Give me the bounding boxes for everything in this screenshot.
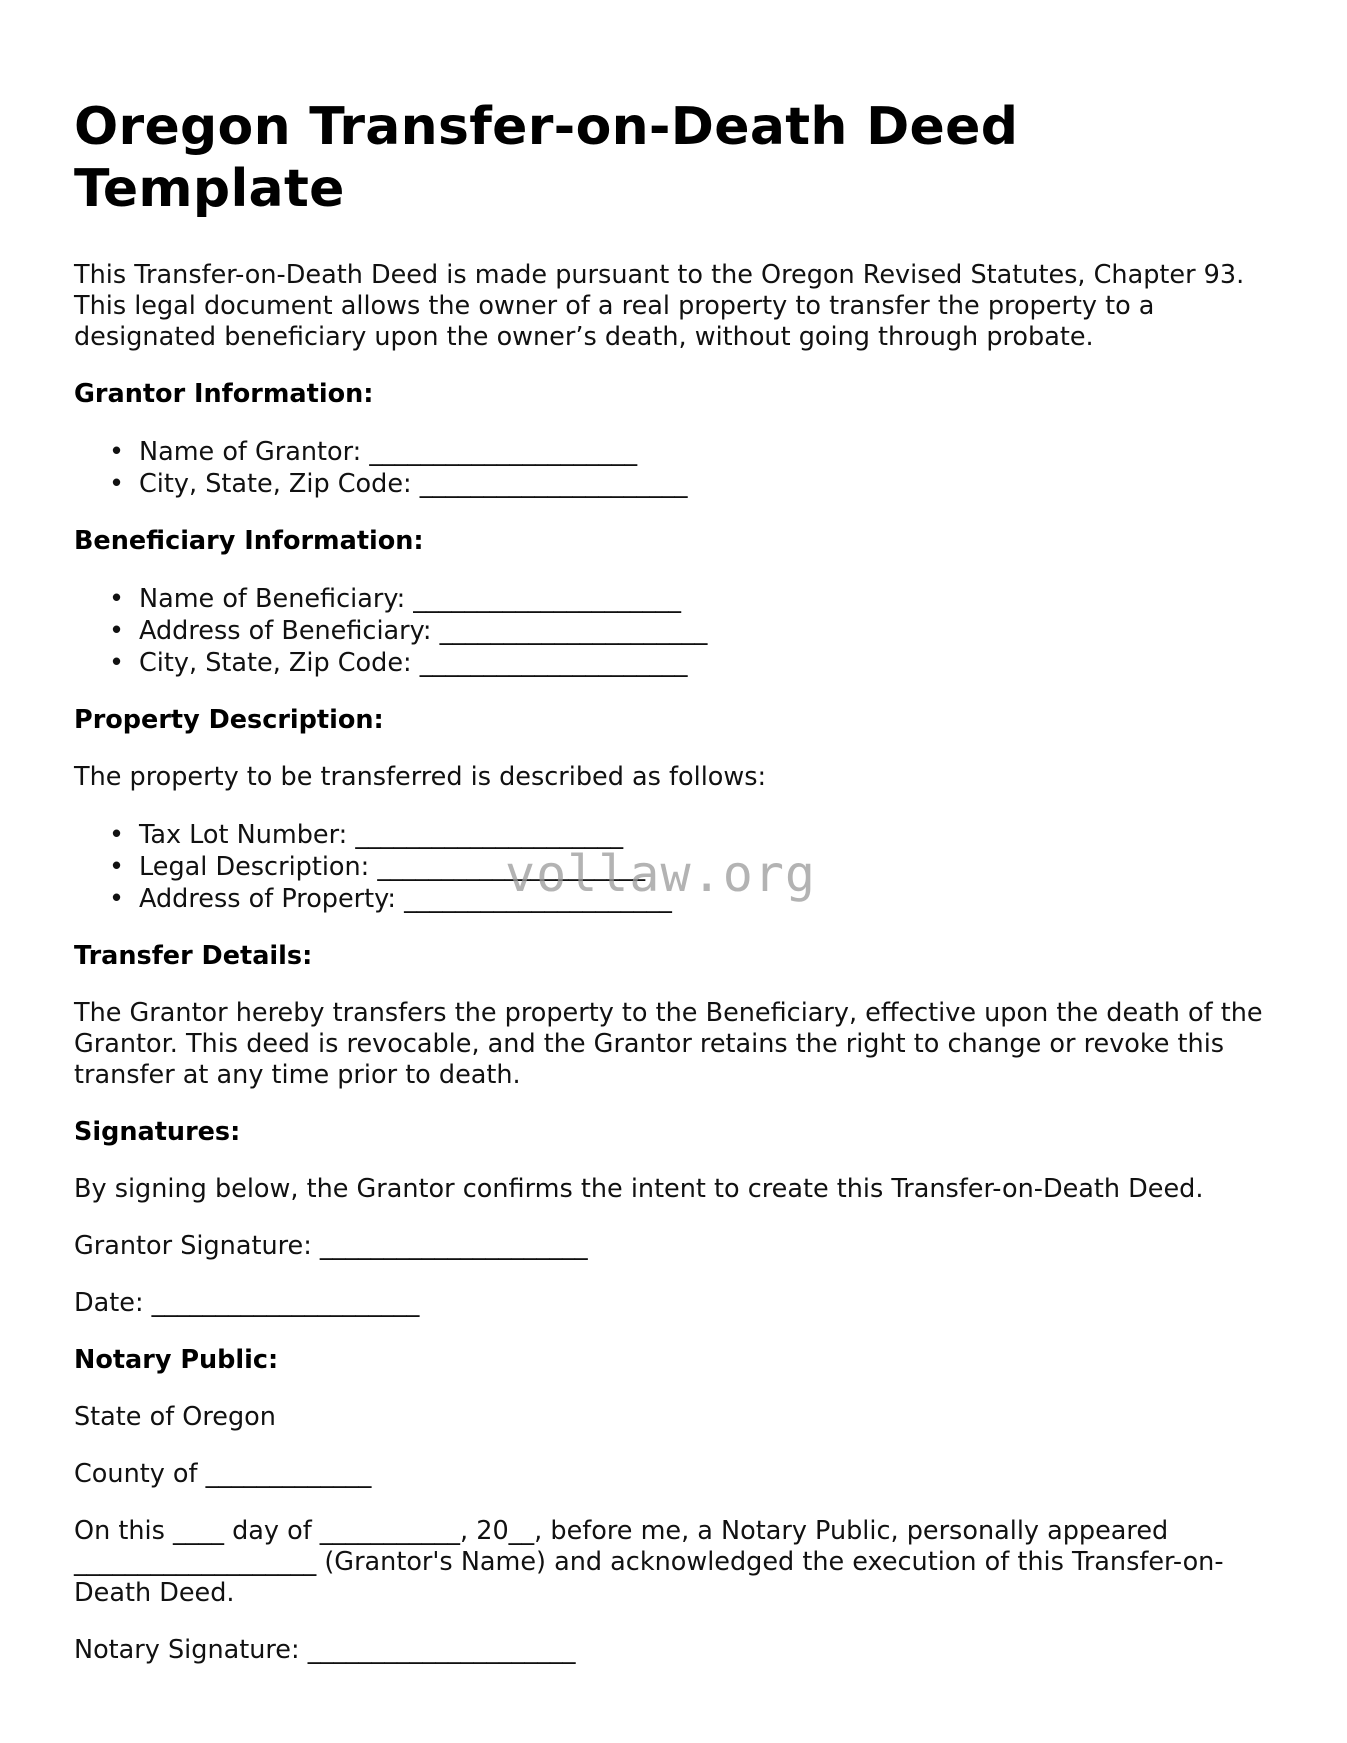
notary-signature-line: Notary Signature: _____________________ <box>74 1635 576 1665</box>
signatures-heading: Signatures: <box>74 1117 241 1147</box>
grantor-heading: Grantor Information: <box>74 379 374 409</box>
bullet-icon: • <box>109 852 125 882</box>
list-item <box>109 647 1274 679</box>
bullet-icon: • <box>109 616 125 646</box>
list-item <box>109 468 1274 500</box>
watermark: vollaw.org <box>505 845 817 903</box>
notary-heading: Notary Public: <box>74 1345 279 1375</box>
intro-paragraph: This Transfer-on-Death Deed is made pursuant to the Oregon Revised Statutes, Chapter 93. This legal document allows the owner of a real property to transfer the property to a designated beneficiary upon the owner’s death, without going through probate. <box>74 260 1245 352</box>
date-line: Date: _____________________ <box>74 1288 420 1318</box>
beneficiary-address-field: Address of Beneficiary: _____________________ <box>139 616 708 646</box>
bullet-icon: • <box>109 437 125 467</box>
beneficiary-city-field: City, State, Zip Code: _____________________ <box>139 648 688 678</box>
beneficiary-list <box>74 583 1274 679</box>
notary-state: State of Oregon <box>74 1402 276 1432</box>
document-title: Oregon Transfer-on-Death Deed Template <box>74 97 1019 219</box>
transfer-heading: Transfer Details: <box>74 941 313 971</box>
grantor-signature-line: Grantor Signature: _____________________ <box>74 1231 588 1261</box>
bullet-icon: • <box>109 584 125 614</box>
notary-county: County of _____________ <box>74 1459 372 1489</box>
transfer-paragraph: The Grantor hereby transfers the property to the Beneficiary, effective upon the death of the Grantor. This deed is revocable, and the Grantor retains the right to change or revoke this transfer at any time prior to death. <box>74 998 1263 1090</box>
grantor-name-field: Name of Grantor: _____________________ <box>139 437 638 467</box>
beneficiary-heading: Beneficiary Information: <box>74 526 424 556</box>
list-item <box>109 583 1274 615</box>
list-item <box>109 615 1274 647</box>
grantor-city-field: City, State, Zip Code: _____________________ <box>139 469 688 499</box>
property-lead: The property to be transferred is described as follows: <box>74 762 767 792</box>
bullet-icon: • <box>109 820 125 850</box>
notary-acknowledgment: On this ____ day of ___________, 20__, before me, a Notary Public, personally appeared ___________________ (Grantor's Name) and acknowledged the execution of this Transfer-on-Death Deed. <box>74 1516 1224 1608</box>
property-address-field: Address of Property: _____________________ <box>139 884 672 914</box>
bullet-icon: • <box>109 884 125 914</box>
beneficiary-name-field: Name of Beneficiary: _____________________ <box>139 584 682 614</box>
tax-lot-field: Tax Lot Number: _____________________ <box>139 820 624 850</box>
legal-description-field: Legal Description: _____________________ <box>139 852 646 882</box>
property-heading: Property Description: <box>74 705 384 735</box>
bullet-icon: • <box>109 648 125 678</box>
list-item <box>109 436 1274 468</box>
grantor-list <box>74 436 1274 500</box>
signatures-lead: By signing below, the Grantor confirms the intent to create this Transfer-on-Death Deed. <box>74 1174 1204 1204</box>
bullet-icon: • <box>109 469 125 499</box>
